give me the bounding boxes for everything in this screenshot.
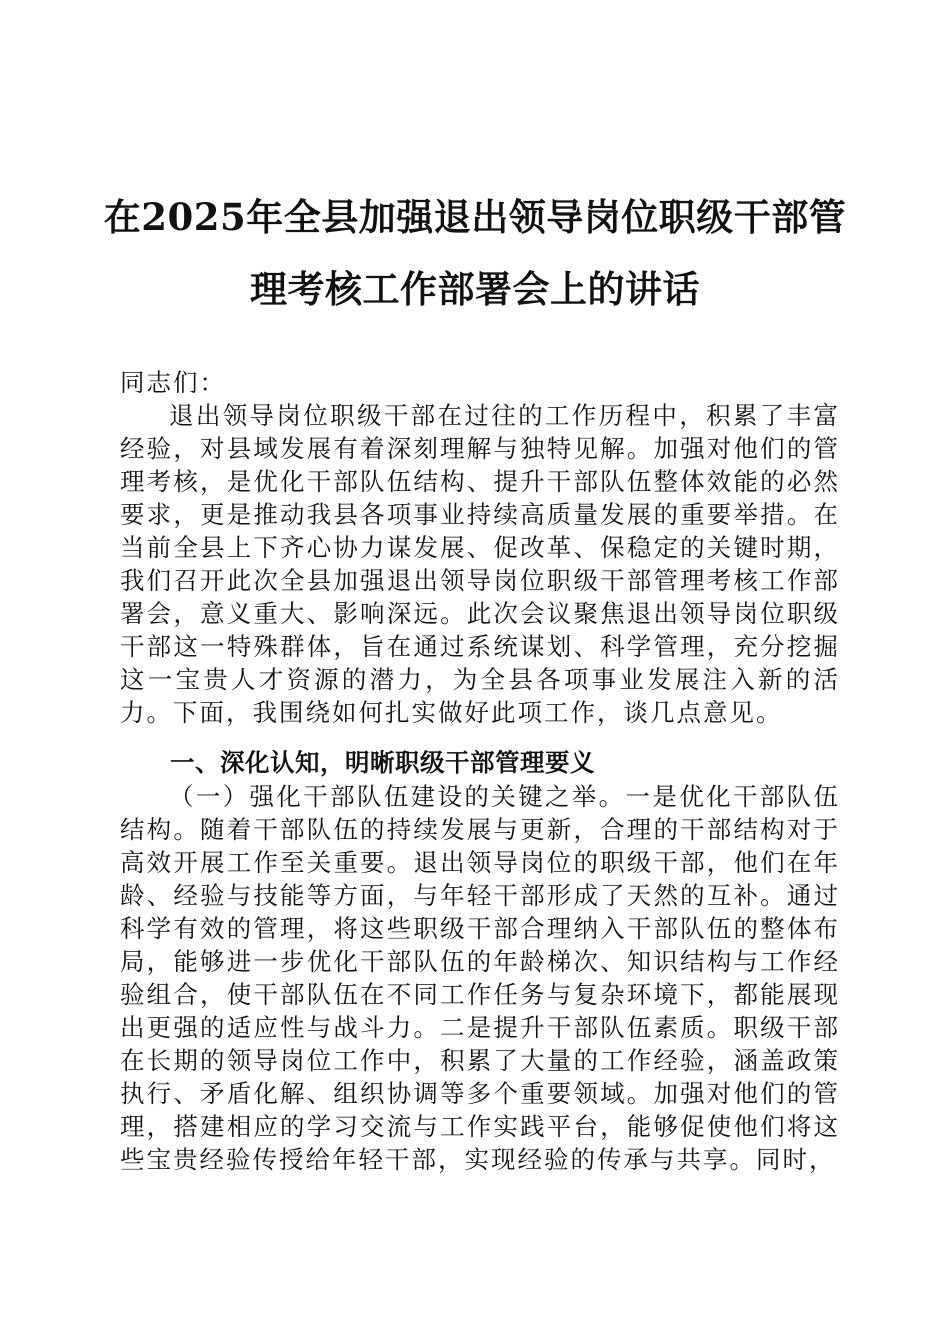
document-title-line-2: 理考核工作部署会上的讲话 bbox=[250, 267, 700, 311]
salutation: 同志们： bbox=[120, 368, 226, 397]
document-title-line-1: 在2025年全县加强退出领导岗位职级干部管 bbox=[103, 195, 847, 239]
paragraph-2 bbox=[120, 780, 840, 1176]
paragraph-1 bbox=[120, 399, 840, 729]
section-heading-1: 一、深化认知，明晰职级干部管理要义 bbox=[170, 748, 595, 777]
paragraph-1-text: 退出领导岗位职级干部在过往的工作历程中，积累了丰富经验，对县域发展有着深刻理解与独特见解。加强对他们的管理考核，是优化干部队伍结构、提升干部队伍整体效能的必然要求，更是推动我县各项事业持续高质量发展的重要举措。在当前全县上下齐心协力谋发展、促改革、保稳定的关键时期，我们召开此次全县加强退出领导岗位职级干部管理考核工作部署会，意义重大、影响深远。此次会议聚焦退出领导岗位职级干部这一特殊群体，旨在通过系统谋划、科学管理，充分挖掘这一宝贵人才资源的潜力，为全县各项事业发展注入新的活力。下面，我围绕如何扎实做好此项工作，谈几点意见。 bbox=[120, 401, 840, 727]
paragraph-2-text: 一是优化干部队伍结构。随着干部队伍的持续发展与更新，合理的干部结构对于高效开展工作至关重要。退出领导岗位的职级干部，他们在年龄、经验与技能等方面，与年轻干部形成了天然的互补。通过科学有效的管理，将这些职级干部合理纳入干部队伍的整体布局，能够进一步优化干部队伍的年龄梯次、知识结构与工作经验组合，使干部队伍在不同工作任务与复杂环境下，都能展现出更强的适应性与战斗力。二是提升干部队伍素质。职级干部在长期的领导岗位工作中，积累了大量的工作经验，涵盖政策执行、矛盾化解、组织协调等多个重要领域。加强对他们的管理，搭建相应的学习交流与工作实践平台，能够促使他们将这些宝贵经验传授给年轻干部，实现经验的传承与共享。同时， bbox=[120, 782, 841, 1174]
subheading-1: （一）强化干部队伍建设的关键之举。 bbox=[169, 782, 626, 811]
paragraph-2-wrapper bbox=[120, 780, 840, 1176]
